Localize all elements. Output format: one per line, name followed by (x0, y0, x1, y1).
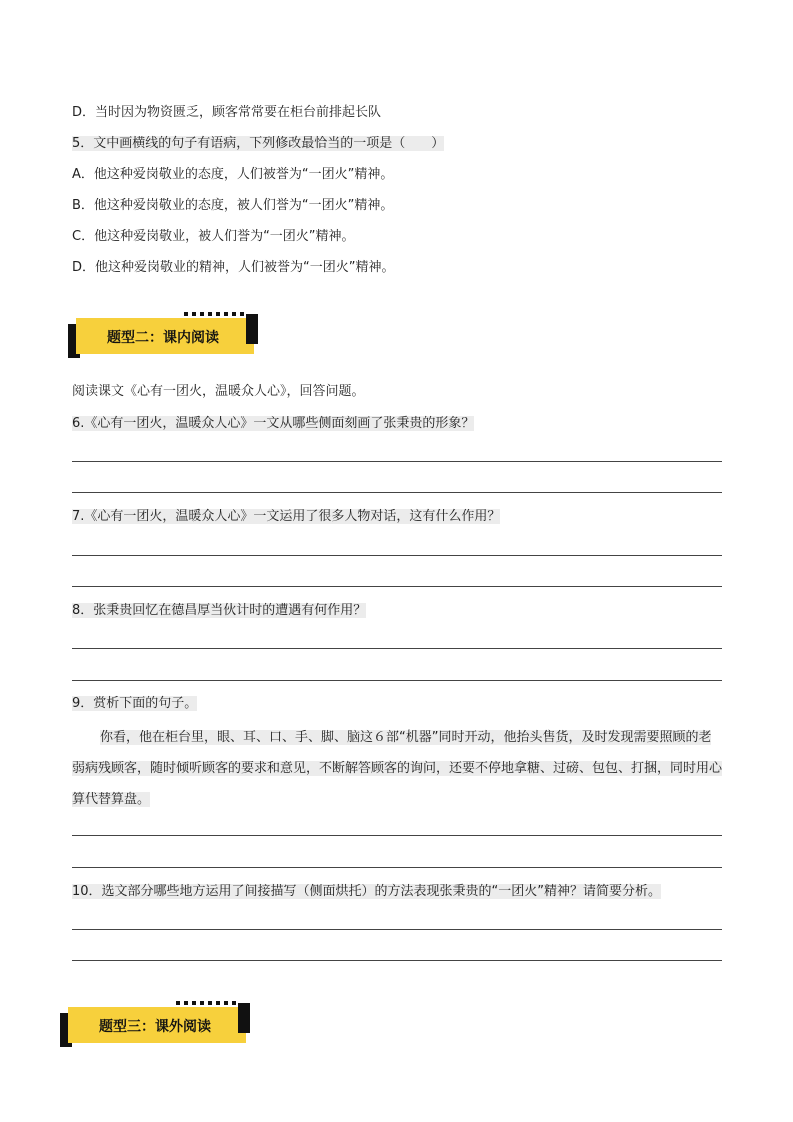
answer-line (72, 835, 722, 836)
question-8: 8．张秉贵回忆在德昌厚当伙计时的遭遇有何作用？ (72, 603, 367, 618)
section-banner-type3 (60, 1003, 250, 1047)
question-7: 7.《心有一团火，温暖众人心》一文运用了很多人物对话，这有什么作用？ (72, 509, 501, 524)
option-5b: B．他这种爱岗敬业的态度，被人们誉为“一团火”精神。 (72, 198, 394, 213)
section-banner-type2 (68, 314, 258, 358)
option-4d: D．当时因为物资匮乏，顾客常常要在柜台前排起长队 (72, 105, 382, 120)
passage-quote: 你看，他在柜台里，眼、耳、口、手、脚、脑这６部“机器”同时开动，他抬头售货，及时发现需要照顾的老弱病残顾客，随时倾听顾客的要求和意见，不断解答顾客的询问，还要不停地拿糖、过磅、包包、打捆，同时用心算代替算盘。 (72, 730, 723, 807)
section-title: 题型三：课外阅读 (99, 1019, 211, 1035)
question-9: 9．赏析下面的句子。 (72, 696, 198, 711)
answer-line (72, 867, 722, 868)
question-6: 6.《心有一团火，温暖众人心》一文从哪些侧面刻画了张秉贵的形象？ (72, 416, 475, 431)
answer-line (72, 929, 722, 930)
answer-line (72, 492, 722, 493)
answer-line (72, 648, 722, 649)
answer-line (72, 461, 722, 462)
option-5c: C．他这种爱岗敬业，被人们誉为“一团火”精神。 (72, 229, 355, 244)
option-5a: A．他这种爱岗敬业的态度，人们被誉为“一团火”精神。 (72, 167, 394, 182)
answer-line (72, 555, 722, 556)
section-title: 题型二：课内阅读 (107, 330, 219, 346)
question-10: 10．选文部分哪些地方运用了间接描写（侧面烘托）的方法表现张秉贵的“一团火”精神？请简要分析。 (72, 884, 662, 899)
reading-intro: 阅读课文《心有一团火，温暖众人心》，回答问题。 (72, 384, 365, 399)
option-5d: D．他这种爱岗敬业的精神，人们被誉为“一团火”精神。 (72, 260, 395, 275)
answer-line (72, 960, 722, 961)
answer-line (72, 680, 722, 681)
question-5: 5．文中画横线的句子有语病，下列修改最恰当的一项是（ ） (72, 136, 445, 151)
answer-line (72, 586, 722, 587)
